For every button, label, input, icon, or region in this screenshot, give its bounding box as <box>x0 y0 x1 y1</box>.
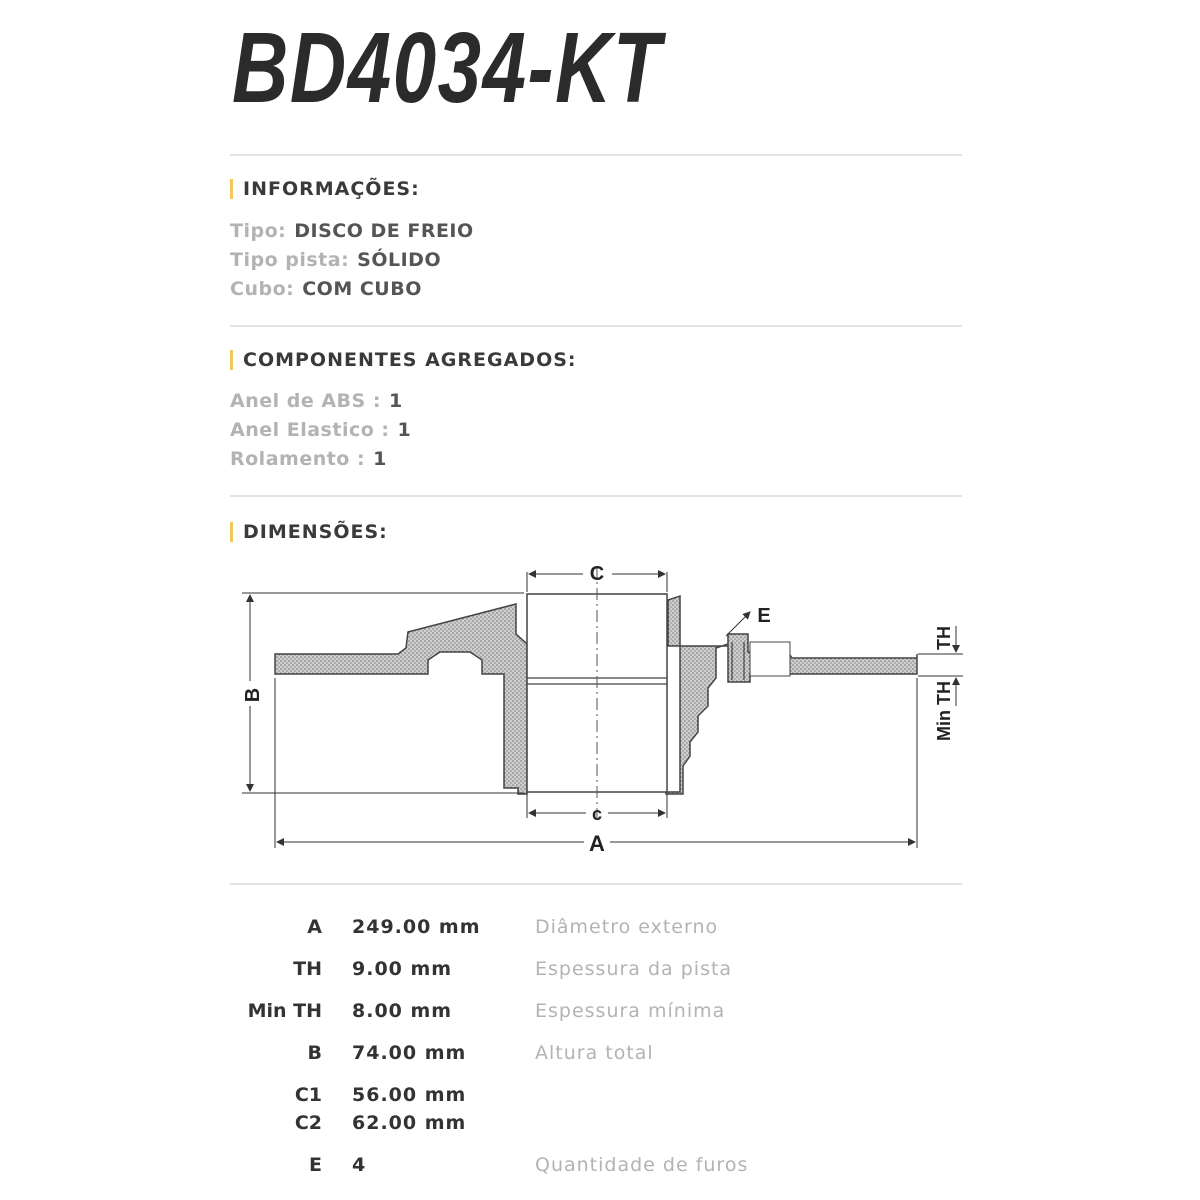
dim-description: Espessura mínima <box>535 1000 726 1022</box>
dim-label-c-lower: c <box>591 804 603 824</box>
table-row <box>230 1112 970 1146</box>
info-row-tipo: Tipo: DISCO DE FREIO <box>230 220 474 242</box>
divider <box>230 325 962 327</box>
dim-value: 74.00 mm <box>352 1042 467 1064</box>
brake-disc-cross-section-diagram <box>228 556 968 861</box>
dim-label-min-th: Min TH <box>934 681 954 741</box>
disc-left-section <box>275 604 527 794</box>
info-row-tipo-pista: Tipo pista: SÓLIDO <box>230 249 442 271</box>
dim-description: Diâmetro externo <box>535 916 719 938</box>
component-row-anel-elastico: Anel Elastico : 1 <box>230 419 412 441</box>
accent-bar <box>230 350 233 370</box>
dim-label-e: E <box>757 605 771 627</box>
disc-right-section <box>666 596 917 794</box>
dim-label-th: TH <box>934 626 954 650</box>
info-row-cubo: Cubo: COM CUBO <box>230 278 422 300</box>
dim-code: TH <box>293 958 322 980</box>
table-row <box>230 1154 970 1188</box>
divider <box>230 883 962 885</box>
dim-label-b: B <box>242 687 264 703</box>
section-heading-components: COMPONENTES AGREGADOS: <box>230 349 577 371</box>
table-row <box>230 1000 970 1034</box>
dim-code: C1 <box>294 1084 322 1106</box>
dim-code: C2 <box>294 1112 322 1134</box>
dim-description: Quantidade de furos <box>535 1154 749 1176</box>
section-heading-dimensions: DIMENSÕES: <box>230 521 388 543</box>
dim-value: 62.00 mm <box>352 1112 467 1134</box>
table-row <box>230 916 970 950</box>
dim-value: 4 <box>352 1154 367 1176</box>
dim-code: A <box>307 916 322 938</box>
table-row <box>230 1042 970 1076</box>
dim-value: 8.00 mm <box>352 1000 453 1022</box>
divider <box>230 495 962 497</box>
table-row <box>230 958 970 992</box>
dim-code: E <box>309 1154 322 1176</box>
dim-code: B <box>307 1042 322 1064</box>
accent-bar <box>230 179 233 199</box>
product-code-title: BD4034-KT <box>232 12 663 124</box>
component-row-rolamento: Rolamento : 1 <box>230 448 387 470</box>
section-heading-info: INFORMAÇÕES: <box>230 178 420 200</box>
divider <box>230 154 962 156</box>
dim-code: Min TH <box>247 1000 322 1022</box>
dim-description: Altura total <box>535 1042 654 1064</box>
dim-value: 249.00 mm <box>352 916 481 938</box>
dim-description: Espessura da pista <box>535 958 733 980</box>
dim-label-a: A <box>589 831 605 856</box>
accent-bar <box>230 522 233 542</box>
dim-value: 56.00 mm <box>352 1084 467 1106</box>
dim-value: 9.00 mm <box>352 958 453 980</box>
dim-label-c-upper: C <box>589 563 605 585</box>
component-row-abs: Anel de ABS : 1 <box>230 390 403 412</box>
